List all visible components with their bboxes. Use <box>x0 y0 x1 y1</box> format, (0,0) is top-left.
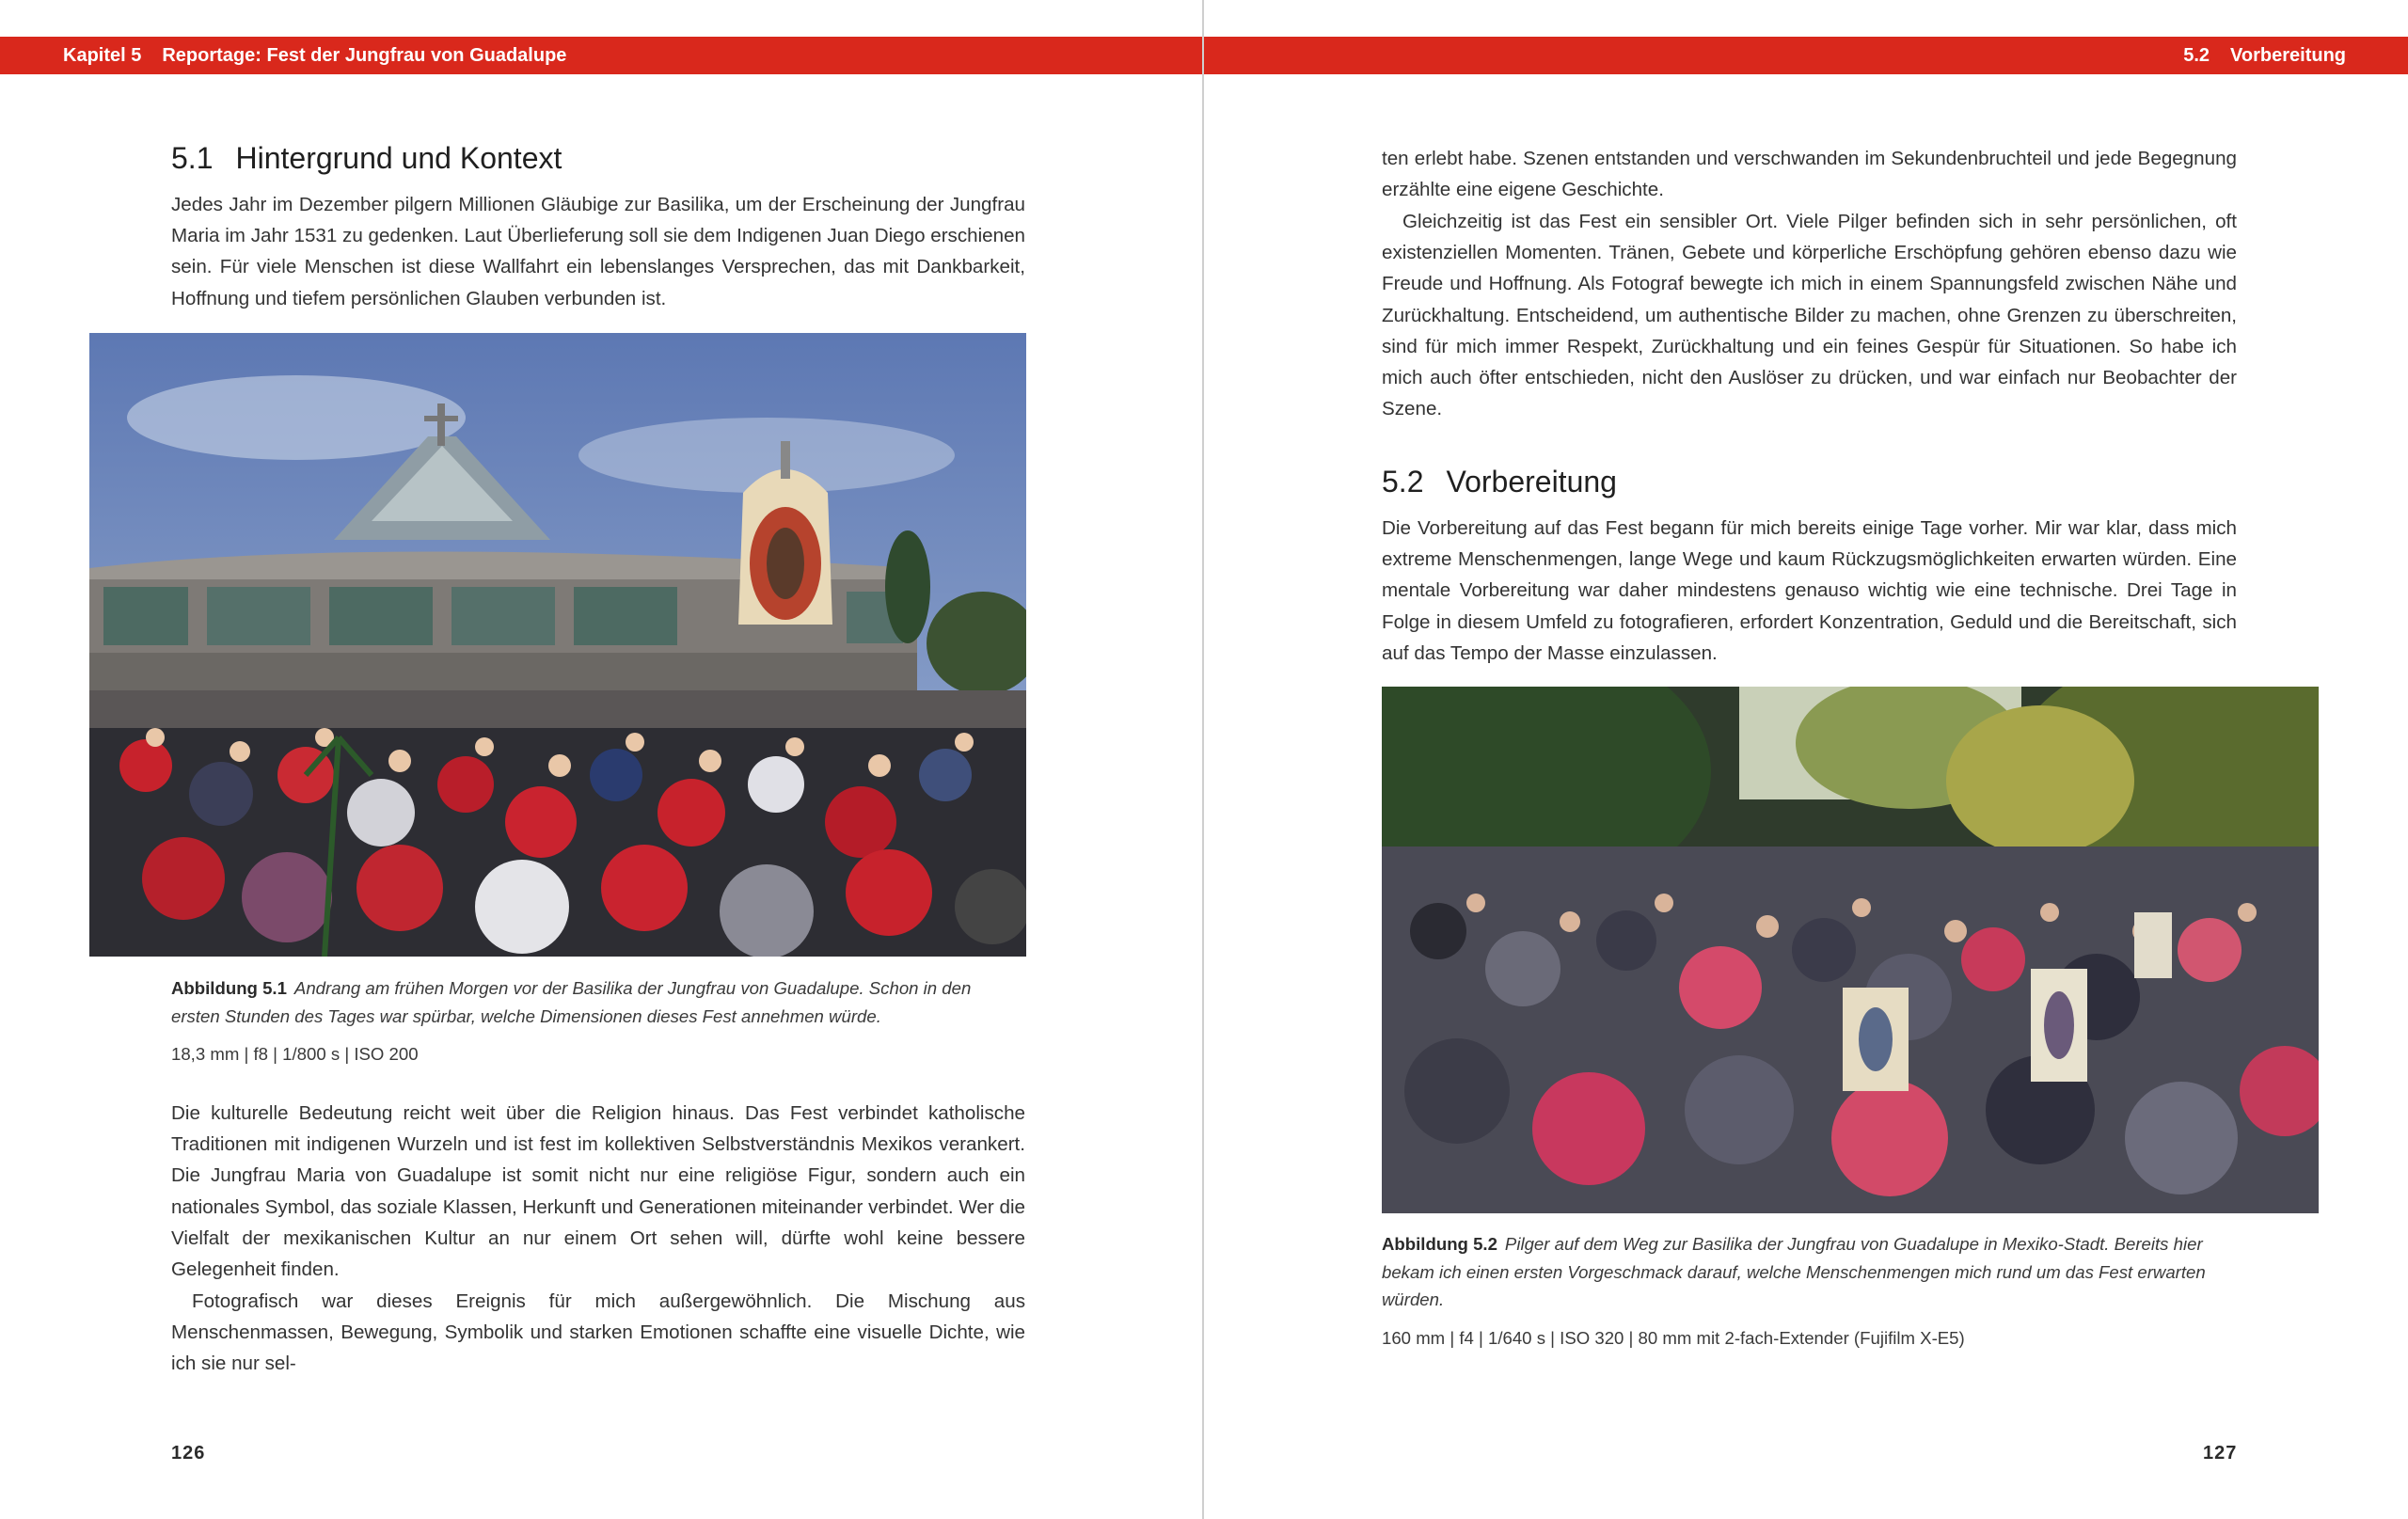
basilica-photo-image <box>89 333 1026 957</box>
figure-caption-5-1 <box>171 974 1023 1030</box>
chapter-title: Reportage: Fest der Jungfrau von Guadalupe <box>162 45 567 66</box>
body-paragraph-continued: ten erlebt habe. Szenen entstanden und verschwanden im Sekundenbruchteil und jede Begegnung erzählte eine eigene Geschichte. <box>1382 148 2237 201</box>
body-paragraph-sensitive: Gleichzeitig ist das Fest ein sensibler Ort. Viele Pilger befinden sich in sehr persönlichen, oft existenziellen Momenten. Tränen, Gebete und körperliche Erschöpfung gehören ebenso dazu wie Freude und Hoffnung. Als Fotograf bewegte ich mich in einem Spannungsfeld zwischen Nähe und Zurückhaltung. Entscheidend, um authentische Bilder zu machen, ohne Grenzen zu überschreiten, sind für mich immer Respekt, Zurückhaltung und ein feines Gespür für Situationen. So habe ich mich auch öfter entschieden, nicht den Auslöser zu drücken, und war einfach nur Beobachter der Szene. <box>1382 211 2237 420</box>
running-header-right <box>2183 37 2346 74</box>
page-number-left: 126 <box>171 1443 206 1464</box>
pilgrims-photo <box>1382 687 2319 1213</box>
basilica-photo <box>89 333 1026 957</box>
chapter-label: Kapitel 5 <box>63 45 142 66</box>
pilgrims-photo-image <box>1382 687 2319 1213</box>
section-heading-5-1 <box>171 141 562 176</box>
page-gutter <box>1202 0 1204 1519</box>
figure-caption-text: Pilger auf dem Weg zur Basilika der Jungfrau von Guadalupe in Mexiko-Stadt. Bereits hier bekam ich einen ersten Vorgeschmack darauf, welche Menschenmengen mich rund um das Fest erwarten würden. <box>1382 1234 2206 1310</box>
section-heading-title: Hintergrund und Kontext <box>235 141 562 175</box>
section-heading-5-2 <box>1382 465 1617 499</box>
body-paragraph-photography: Fotografisch war dieses Ereignis für mich außergewöhnlich. Die Mischung aus Menschenmassen, Bewegung, Symbolik und starken Emotionen schaffte eine visuelle Dichte, wie ich sie nur sel- <box>171 1290 1025 1375</box>
section-heading-number: 5.1 <box>171 141 214 175</box>
figure-label: Abbildung 5.2 <box>1382 1234 1497 1254</box>
intro-paragraph: Jedes Jahr im Dezember pilgern Millionen Gläubige zur Basilika, um der Erscheinung der Jungfrau Maria im Jahr 1531 zu gedenken. Laut Überlieferung soll sie dem Indigenen Juan Diego erschienen sein. Für viele Menschen ist diese Wallfahrt ein lebenslanges Versprechen, das mit Dankbarkeit, Hoffnung und tiefem persönlichen Glauben verbunden ist. <box>171 194 1025 309</box>
running-header-left <box>63 37 566 74</box>
section-title: Vorbereitung <box>2230 45 2346 66</box>
section-heading-title: Vorbereitung <box>1446 465 1617 498</box>
section-heading-number: 5.2 <box>1382 465 1424 498</box>
figure-caption-text: Andrang am frühen Morgen vor der Basilika der Jungfrau von Guadalupe. Schon in den ersten Stunden des Tages war spürbar, welche Dimensionen dieses Fest annehmen würde. <box>171 978 972 1026</box>
page-number-right: 127 <box>2203 1443 2238 1464</box>
body-paragraph-culture: Die kulturelle Bedeutung reicht weit über die Religion hinaus. Das Fest verbindet katholische Traditionen mit indigenen Wurzeln und ist fest im kollektiven Selbstverständnis Mexikos verankert. Die Jungfrau Maria von Guadalupe ist somit nicht nur eine religiöse Figur, sondern auch ein nationales Symbol, das soziale Klassen, Herkunft und Generationen miteinander verbindet. Wer die Vielfalt der mexikanischen Kultur an nur einem Ort sehen will, dürfte wohl keine bessere Gelegenheit finden. <box>171 1102 1025 1281</box>
body-paragraph-preparation: Die Vorbereitung auf das Fest begann für mich bereits einige Tage vorher. Mir war klar, dass mich extreme Menschenmengen, lange Wege und kaum Rückzugsmöglichkeiten erwarten würden. Eine mentale Vorbereitung war daher mindestens genauso wichtig wie eine technische. Drei Tage in Folge in diesem Umfeld zu fotografieren, erfordert Konzentration, Geduld und die Bereitschaft, sich auf das Tempo der Masse einzulassen. <box>1382 517 2237 664</box>
figure-caption-5-2 <box>1382 1230 2237 1314</box>
section-number: 5.2 <box>2183 45 2210 66</box>
figure-exif-5-1: 18,3 mm | f8 | 1/800 s | ISO 200 <box>171 1044 419 1064</box>
figure-exif-5-2: 160 mm | f4 | 1/640 s | ISO 320 | 80 mm mit 2-fach-Extender (Fujifilm X-E5) <box>1382 1328 1965 1348</box>
figure-label: Abbildung 5.1 <box>171 978 287 998</box>
